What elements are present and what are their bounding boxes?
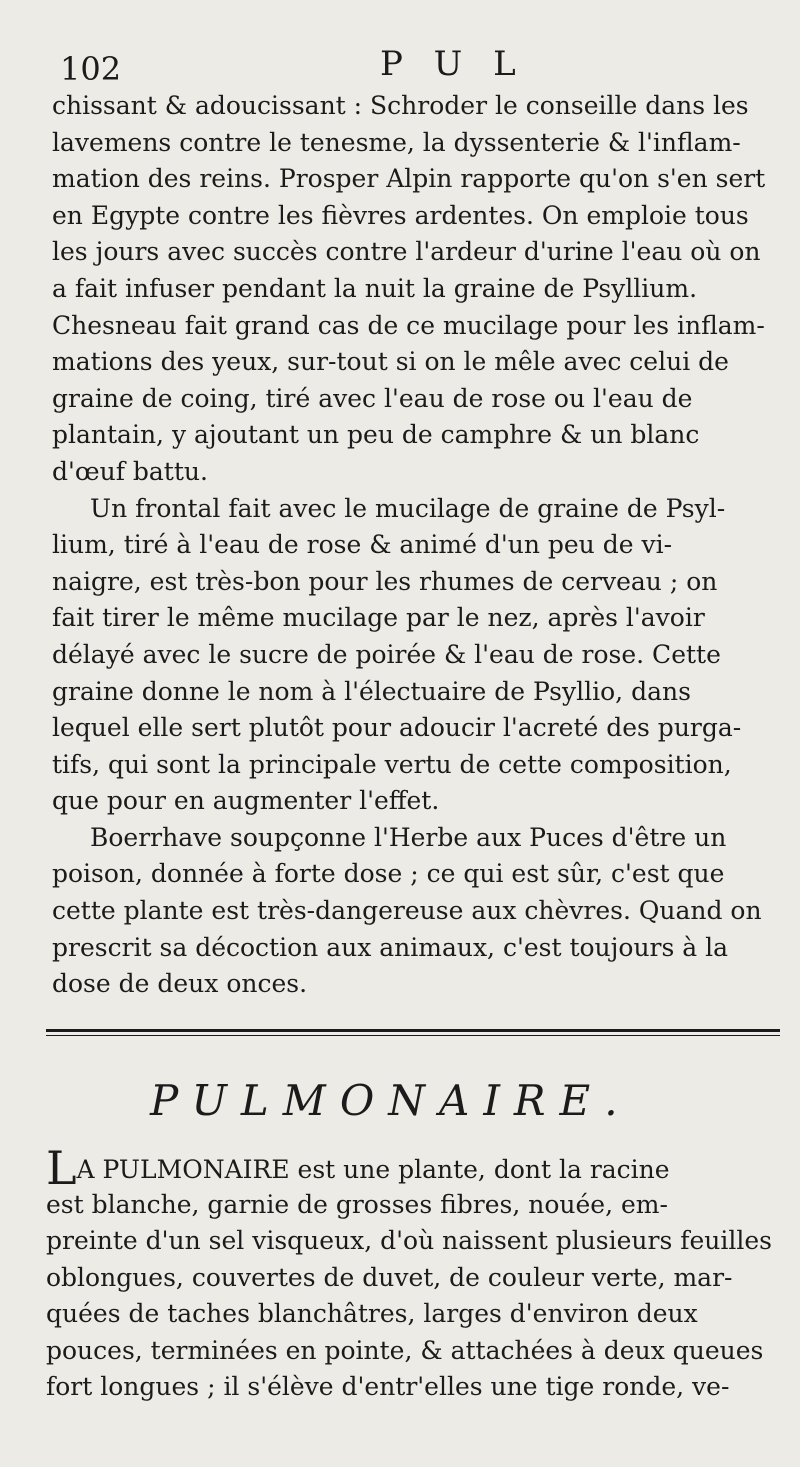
first-line	[46, 1150, 782, 1187]
text-line: d'œuf battu.	[52, 456, 208, 486]
text-line: Chesneau fait grand cas de ce mucilage pour les inflam-	[52, 310, 765, 340]
text-line: pouces, terminées en pointe, & attachées à deux queues	[46, 1335, 764, 1365]
text-line: graine donne le nom à l'électuaire de Psyllio, dans	[52, 676, 691, 706]
section-title: PULMONAIRE.	[150, 1076, 632, 1125]
section-body	[46, 1150, 782, 1406]
text-line: graine de coing, tiré avec l'eau de rose ou l'eau de	[52, 383, 693, 413]
text-line: lavemens contre le tenesme, la dyssenterie & l'inflam-	[52, 127, 741, 157]
text-line: en Egypte contre les fièvres ardentes. On emploie tous	[52, 200, 749, 230]
drop-cap: L	[46, 1150, 77, 1187]
text-line: les jours avec succès contre l'ardeur d'urine l'eau où on	[52, 237, 761, 267]
text-line: dose de deux onces.	[52, 969, 308, 999]
text-line: prescrit sa décoction aux animaux, c'est toujours à la	[52, 932, 729, 962]
text-line: cette plante est très-dangereuse aux chèvres. Quand on	[52, 896, 762, 926]
text-line: preinte d'un sel visqueux, d'où naissent plusieurs feuilles	[46, 1226, 773, 1255]
first-line-text: A PULMONAIRE est une plante, dont la racine	[76, 1155, 670, 1184]
text-line: est blanche, garnie de grosses fibres, nouée, em-	[46, 1189, 668, 1219]
text-line: lium, tiré à l'eau de rose & animé d'un peu de vi-	[52, 530, 673, 560]
text-line: quées de taches blanchâtres, larges d'environ deux	[46, 1299, 698, 1328]
text-line: fait tirer le même mucilage par le nez, après l'avoir	[52, 603, 705, 633]
text-line: mation des reins. Prosper Alpin rapporte qu'on s'en sert	[52, 164, 766, 194]
text-line: chissant & adoucissant : Schroder le conseille dans les	[52, 91, 749, 120]
text-line: lequel elle sert plutôt pour adoucir l'acreté des purga-	[52, 713, 742, 743]
running-head: P U L	[380, 44, 526, 84]
text-line: plantain, y ajoutant un peu de camphre & un blanc	[52, 420, 700, 450]
text-line: oblongues, couvertes de duvet, de couleur verte, mar-	[46, 1262, 733, 1292]
text-line: naigre, est très-bon pour les rhumes de cerveau ; on	[52, 566, 718, 596]
text-line: délayé avec le sucre de poirée & l'eau de rose. Cette	[52, 639, 721, 669]
text-line: Un frontal fait avec le mucilage de graine de Psyl-	[90, 493, 726, 523]
text-line: fort longues ; il s'élève d'entr'elles une tige ronde, ve-	[46, 1372, 730, 1401]
section-divider	[46, 1029, 780, 1036]
text-line: poison, donnée à forte dose ; ce qui est sûr, c'est que	[52, 859, 725, 889]
text-line: Boerrhave soupçonne l'Herbe aux Puces d'être un	[90, 822, 727, 852]
page-number: 102	[60, 50, 122, 88]
text-line: que pour en augmenter l'effet.	[52, 786, 440, 816]
text-line: tifs, qui sont la principale vertu de cette composition,	[52, 749, 732, 779]
body-text	[52, 88, 782, 1003]
text-line: mations des yeux, sur-tout si on le mêle avec celui de	[52, 347, 729, 377]
text-line: a fait infuser pendant la nuit la graine de Psyllium.	[52, 273, 698, 303]
